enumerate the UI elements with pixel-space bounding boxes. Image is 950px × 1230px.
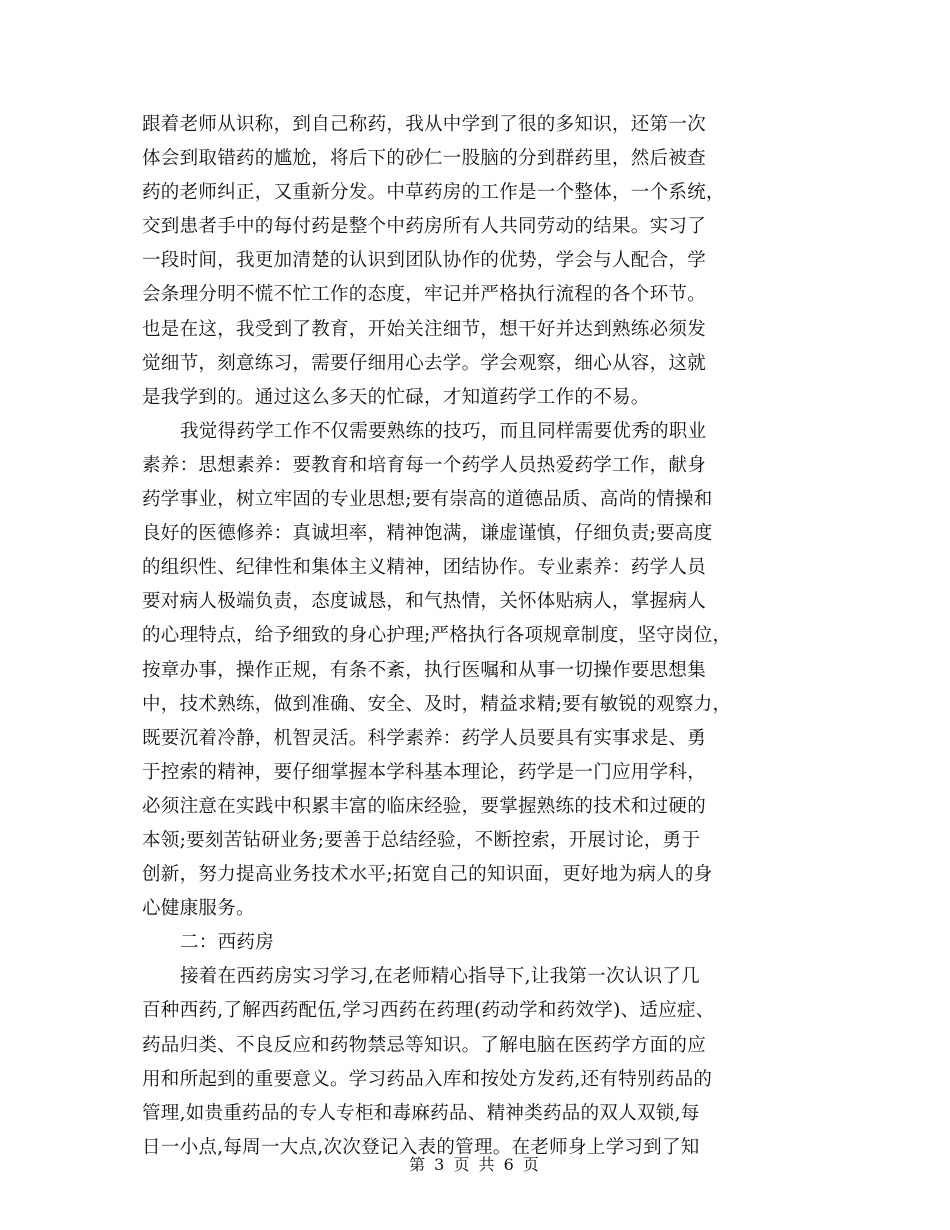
text-line: 药学事业，树立牢固的专业思想;要有崇高的道德品质、高尚的情操和 [142, 489, 713, 511]
text-line: 也是在这，我受到了教育，开始关注细节，想干好并达到熟练必须发 [142, 318, 707, 340]
page-number-footer: 第 3 页 共 6 页 [409, 1155, 541, 1174]
text-line: 心健康服务。 [142, 898, 255, 920]
text-line: 百种西药,了解西药配伍,学习西药在药理(药动学和药效学)、适应症、 [142, 1000, 715, 1022]
text-line: 会条理分明不慌不忙工作的态度，牢记并严格执行流程的各个环节。 [142, 284, 707, 306]
text-line: 素养：思想素养：要教育和培育每一个药学人员热爱药学工作，献身 [142, 454, 707, 476]
section-heading: 二：西药房 [180, 932, 275, 954]
text-line: 日一小点,每周一大点,次次登记入表的管理。在老师身上学习到了知 [142, 1136, 700, 1158]
text-line: 的组织性、纪律性和集体主义精神，团结协作。专业素养：药学人员 [142, 557, 707, 579]
text-line: 是我学到的。通过这么多天的忙碌，才知道药学工作的不易。 [142, 386, 650, 408]
text-line: 良好的医德修养：真诚坦率，精神饱满，谦虚谨慎，仔细负责;要高度 [142, 523, 713, 545]
text-line: 按章办事，操作正规，有条不紊，执行医嘱和从事一切操作要思想集 [142, 659, 707, 681]
text-line: 于控索的精神，要仔细掌握本学科基本理论，药学是一门应用学科， [142, 761, 707, 783]
document-body [142, 108, 822, 1165]
text-line: 跟着老师从识称，到自己称药，我从中学到了很的多知识，还第一次 [142, 114, 707, 135]
text-line: 交到患者手中的每付药是整个中药房所有人共同劳动的结果。实习了 [142, 216, 707, 238]
text-line: 一段时间，我更加清楚的认识到团队协作的优势，学会与人配合，学 [142, 250, 707, 272]
text-line: 药的老师纠正，又重新分发。中草药房的工作是一个整体，一个系统， [142, 182, 725, 204]
text-line: 必须注意在实践中积累丰富的临床经验，要掌握熟练的技术和过硬的 [142, 795, 707, 817]
text-line: 本领;要刻苦钻研业务;要善于总结经验，不断控索，开展讨论，勇于 [142, 829, 701, 851]
text-line: 创新，努力提高业务技术水平;拓宽自己的知识面，更好地为病人的身 [142, 864, 713, 886]
paragraph-start-line: 接着在西药房实习学习,在老师精心指导下,让我第一次认识了几 [180, 966, 700, 988]
text-line: 觉细节，刻意练习，需要仔细用心去学。学会观察，细心从容，这就 [142, 352, 707, 374]
text-line: 药品归类、不良反应和药物禁忌等知识。了解电脑在医药学方面的应 [142, 1034, 707, 1056]
text-line: 用和所起到的重要意义。学习药品入库和按处方发药,还有特别药品的 [142, 1068, 713, 1090]
paragraph-start-line: 我觉得药学工作不仅需要熟练的技巧，而且同样需要优秀的职业 [180, 420, 707, 442]
text-line: 管理,如贵重药品的专人专柜和毒麻药品、精神类药品的双人双锁,每 [142, 1102, 700, 1124]
text-line: 要对病人极端负责，态度诚恳，和气热情，关怀体贴病人，掌握病人 [142, 591, 707, 613]
text-line: 体会到取错药的尴尬，将后下的砂仁一股脑的分到群药里，然后被查 [142, 148, 707, 170]
text-line: 的心理特点，给予细致的身心护理;严格执行各项规章制度，坚守岗位， [142, 625, 732, 647]
text-line: 中，技术熟练，做到准确、安全、及时，精益求精;要有敏锐的观察力， [142, 693, 732, 715]
text-line: 既要沉着冷静，机智灵活。科学素养：药学人员要具有实事求是、勇 [142, 727, 707, 749]
